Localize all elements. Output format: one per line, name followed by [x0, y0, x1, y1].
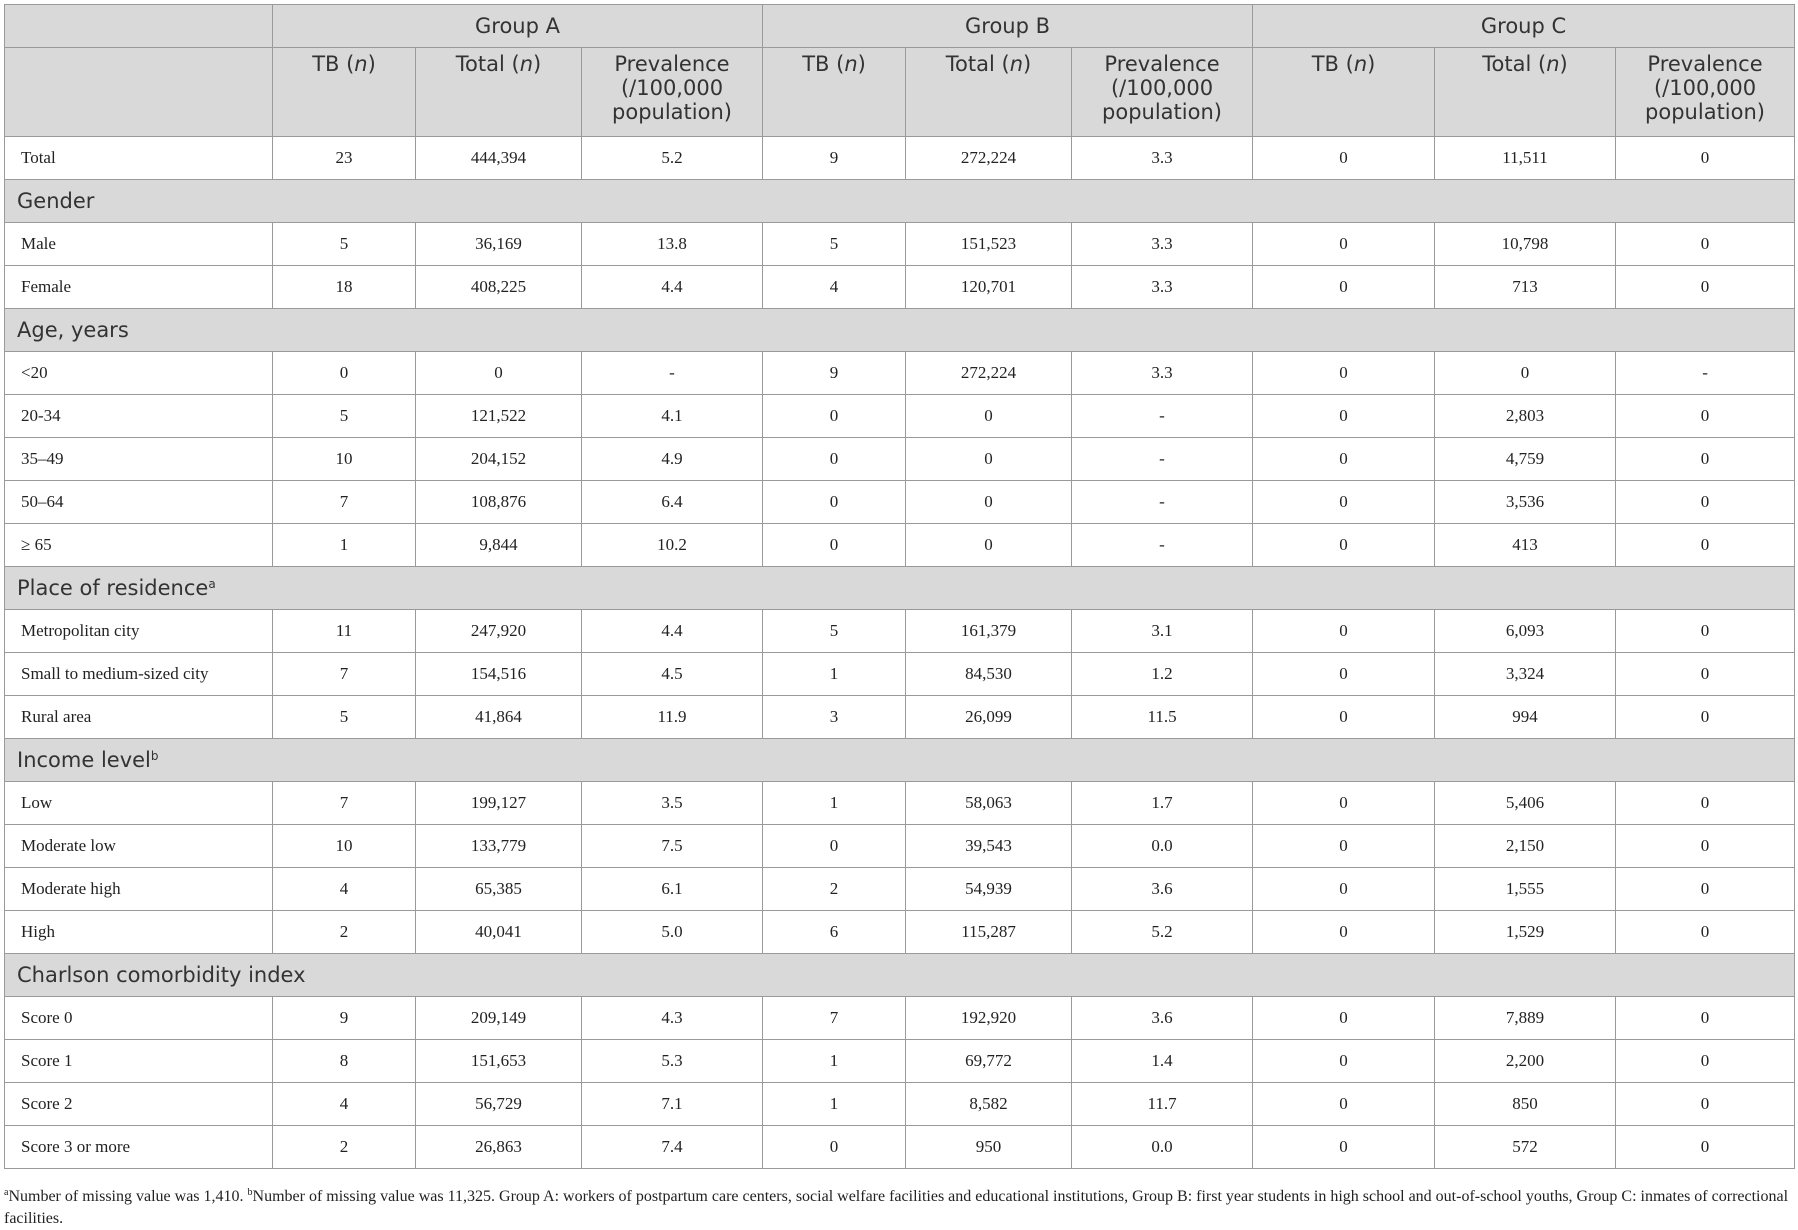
header-text: TB (: [1311, 52, 1354, 76]
table-cell: 5.3: [582, 1040, 763, 1083]
header-corner-lower: [5, 48, 273, 137]
table-cell: 0: [906, 524, 1072, 567]
table-cell: 0.0: [1072, 1126, 1253, 1169]
header-close: ): [857, 52, 866, 76]
table-cell: 1: [273, 524, 416, 567]
header-n: n: [1353, 52, 1368, 76]
table-cell: 4,759: [1435, 438, 1616, 481]
table-row: [5, 868, 1795, 911]
table-cell: 0: [1253, 997, 1435, 1040]
tb-prevalence-table: [4, 4, 1795, 1169]
table-cell: 10: [273, 438, 416, 481]
table-cell: 5: [763, 610, 906, 653]
table-row: [5, 911, 1795, 954]
table-cell: 0: [1253, 1040, 1435, 1083]
table-cell: 0: [1616, 825, 1795, 868]
table-cell: 2,200: [1435, 1040, 1616, 1083]
table-cell: 0: [1253, 481, 1435, 524]
header-line: (/100,000: [1110, 76, 1214, 100]
table-cell: 58,063: [906, 782, 1072, 825]
group-header-row: [5, 5, 1795, 48]
table-cell: 5: [273, 395, 416, 438]
table-cell: 133,779: [416, 825, 582, 868]
table-cell: 0: [763, 395, 906, 438]
group-a-total-header: [416, 48, 582, 137]
section-header-cell: [5, 954, 1795, 997]
header-line: Prevalence: [614, 52, 730, 76]
row-label: Male: [5, 223, 273, 266]
table-cell: 0: [1253, 911, 1435, 954]
row-label: Low: [5, 782, 273, 825]
table-cell: 0: [763, 825, 906, 868]
table-cell: 7: [273, 481, 416, 524]
header-line: population): [612, 100, 732, 124]
section-header-row: [5, 309, 1795, 352]
group-a-tb-header: [273, 48, 416, 137]
table-cell: 3.3: [1072, 137, 1253, 180]
footnote-text-a: Number of missing value was 1,410.: [8, 1188, 248, 1205]
table-cell: 8: [273, 1040, 416, 1083]
group-b-header: Group B: [763, 5, 1253, 48]
table-cell: 0: [1253, 653, 1435, 696]
table-row: [5, 825, 1795, 868]
group-b-prevalence-header: [1072, 48, 1253, 137]
row-label: ≥ 65: [5, 524, 273, 567]
table-cell: 3.3: [1072, 352, 1253, 395]
table-row: [5, 223, 1795, 266]
header-n: n: [1009, 52, 1024, 76]
table-footnote: [4, 1182, 1794, 1230]
table-cell: 408,225: [416, 266, 582, 309]
table-cell: 1: [763, 1040, 906, 1083]
table-cell: 5: [273, 223, 416, 266]
header-line: Prevalence: [1647, 52, 1763, 76]
header-text: Total (: [455, 52, 520, 76]
table-cell: 1.4: [1072, 1040, 1253, 1083]
row-label: Score 0: [5, 997, 273, 1040]
table-cell: 13.8: [582, 223, 763, 266]
section-header-cell: [5, 180, 1795, 223]
header-n: n: [354, 52, 368, 76]
table-cell: 0: [1616, 223, 1795, 266]
table-cell: 0: [1616, 653, 1795, 696]
table-cell: 209,149: [416, 997, 582, 1040]
table-cell: 2: [273, 1126, 416, 1169]
table-cell: 4.4: [582, 266, 763, 309]
row-label: Rural area: [5, 696, 273, 739]
table-cell: 2,803: [1435, 395, 1616, 438]
table-cell: 65,385: [416, 868, 582, 911]
row-label: Total: [5, 137, 273, 180]
table-cell: 7: [763, 997, 906, 1040]
table-cell: 39,543: [906, 825, 1072, 868]
table-cell: 3.6: [1072, 997, 1253, 1040]
table-cell: 204,152: [416, 438, 582, 481]
header-line: (/100,000: [1653, 76, 1757, 100]
section-label: Age, years: [17, 318, 129, 342]
table-cell: 0: [763, 438, 906, 481]
header-line: Prevalence: [1104, 52, 1220, 76]
table-row: [5, 352, 1795, 395]
table-cell: 0: [1253, 524, 1435, 567]
table-cell: 3.6: [1072, 868, 1253, 911]
table-cell: 6,093: [1435, 610, 1616, 653]
table-cell: 0: [1616, 137, 1795, 180]
table-cell: 1: [763, 653, 906, 696]
table-cell: 5: [763, 223, 906, 266]
table-cell: 272,224: [906, 137, 1072, 180]
table-cell: 0: [1253, 137, 1435, 180]
group-a-header: Group A: [273, 5, 763, 48]
table-cell: 3,536: [1435, 481, 1616, 524]
table-cell: 5.2: [1072, 911, 1253, 954]
table-cell: 0: [1616, 610, 1795, 653]
header-line: population): [1645, 100, 1765, 124]
header-text: Total (: [1482, 52, 1547, 76]
table-cell: 9: [763, 352, 906, 395]
table-cell: -: [1072, 438, 1253, 481]
section-header-row: [5, 180, 1795, 223]
table-cell: 7: [273, 782, 416, 825]
footnote-ref: a: [208, 577, 216, 591]
header-close: ): [533, 52, 542, 76]
table-cell: 0: [1616, 911, 1795, 954]
header-close: ): [1559, 52, 1568, 76]
table-cell: 4: [763, 266, 906, 309]
table-cell: 6.1: [582, 868, 763, 911]
table-cell: -: [582, 352, 763, 395]
table-body: [5, 137, 1795, 1169]
footnote-ref: b: [150, 749, 159, 763]
table-cell: 192,920: [906, 997, 1072, 1040]
table-row: [5, 1040, 1795, 1083]
table-row: [5, 481, 1795, 524]
table-cell: 154,516: [416, 653, 582, 696]
table-row: [5, 395, 1795, 438]
table-cell: 6: [763, 911, 906, 954]
table-cell: 151,523: [906, 223, 1072, 266]
table-cell: 5.2: [582, 137, 763, 180]
table-cell: 0.0: [1072, 825, 1253, 868]
header-text: TB (: [312, 52, 355, 76]
table-cell: 0: [1253, 266, 1435, 309]
section-header-row: [5, 954, 1795, 997]
table-cell: 18: [273, 266, 416, 309]
table-cell: 56,729: [416, 1083, 582, 1126]
table-cell: 0: [1616, 782, 1795, 825]
table-cell: -: [1616, 352, 1795, 395]
header-text: TB (: [802, 52, 845, 76]
group-c-prevalence-header: [1616, 48, 1795, 137]
footnote-text-b: Number of missing value was 11,325. Group A: workers of postpartum care centers, social welfare facilities and educational institutions, Group B: first year students in high school and out-of-school youths, Group C: inmates of correctional facilities.: [4, 1188, 1789, 1227]
section-header-row: [5, 739, 1795, 782]
row-label: 50–64: [5, 481, 273, 524]
table-cell: 11.5: [1072, 696, 1253, 739]
table-cell: 0: [1253, 825, 1435, 868]
group-b-total-header: [906, 48, 1072, 137]
table-cell: 10,798: [1435, 223, 1616, 266]
row-label: Moderate low: [5, 825, 273, 868]
table-cell: 5: [273, 696, 416, 739]
table-cell: 272,224: [906, 352, 1072, 395]
table-cell: 444,394: [416, 137, 582, 180]
table-row: [5, 610, 1795, 653]
table-cell: 0: [1253, 696, 1435, 739]
table-cell: 1: [763, 1083, 906, 1126]
table-cell: 3.3: [1072, 266, 1253, 309]
table-cell: 199,127: [416, 782, 582, 825]
table-cell: 0: [1616, 524, 1795, 567]
table-cell: 10: [273, 825, 416, 868]
table-cell: 11.9: [582, 696, 763, 739]
table-row: [5, 438, 1795, 481]
header-text: Total (: [945, 52, 1010, 76]
row-label: Moderate high: [5, 868, 273, 911]
header-n: n: [1546, 52, 1560, 76]
group-b-tb-header: [763, 48, 906, 137]
table-row: [5, 653, 1795, 696]
table-cell: 0: [1253, 352, 1435, 395]
table-cell: 0: [906, 438, 1072, 481]
table-cell: 0: [906, 395, 1072, 438]
table-cell: 0: [1435, 352, 1616, 395]
table-cell: 26,099: [906, 696, 1072, 739]
table-cell: 4.5: [582, 653, 763, 696]
table-cell: 1.7: [1072, 782, 1253, 825]
table-cell: 0: [1253, 1126, 1435, 1169]
table-cell: 2: [273, 911, 416, 954]
header-close: ): [367, 52, 376, 76]
footnote-marker-a: a: [4, 1187, 9, 1198]
table-cell: 0: [1616, 868, 1795, 911]
group-a-prevalence-header: [582, 48, 763, 137]
table-cell: 0: [1253, 223, 1435, 266]
table-row: [5, 696, 1795, 739]
table-cell: 0: [1616, 438, 1795, 481]
table-cell: 54,939: [906, 868, 1072, 911]
table-cell: 108,876: [416, 481, 582, 524]
table-cell: 41,864: [416, 696, 582, 739]
table-cell: 1,555: [1435, 868, 1616, 911]
table-cell: 4: [273, 868, 416, 911]
table-cell: 572: [1435, 1126, 1616, 1169]
table-cell: 0: [416, 352, 582, 395]
row-label: Score 1: [5, 1040, 273, 1083]
table-cell: 3.3: [1072, 223, 1253, 266]
tb-prevalence-table-container: [4, 4, 1794, 1169]
table-cell: 0: [906, 481, 1072, 524]
table-cell: 36,169: [416, 223, 582, 266]
table-cell: 6.4: [582, 481, 763, 524]
column-header-row: [5, 48, 1795, 137]
table-cell: 7,889: [1435, 997, 1616, 1040]
row-label: <20: [5, 352, 273, 395]
table-cell: 0: [1616, 1083, 1795, 1126]
group-c-total-header: [1435, 48, 1616, 137]
table-cell: 9,844: [416, 524, 582, 567]
table-cell: 0: [273, 352, 416, 395]
table-cell: 1.2: [1072, 653, 1253, 696]
table-cell: 3.1: [1072, 610, 1253, 653]
header-line: population): [1102, 100, 1222, 124]
table-cell: 7.1: [582, 1083, 763, 1126]
table-cell: 0: [763, 524, 906, 567]
table-cell: 3: [763, 696, 906, 739]
table-cell: 11: [273, 610, 416, 653]
section-label: Charlson comorbidity index: [17, 963, 306, 987]
table-cell: 713: [1435, 266, 1616, 309]
table-cell: 1: [763, 782, 906, 825]
table-cell: 11.7: [1072, 1083, 1253, 1126]
section-label: Income level: [17, 748, 151, 772]
table-cell: 0: [1616, 395, 1795, 438]
table-cell: 0: [763, 481, 906, 524]
group-c-header: Group C: [1253, 5, 1795, 48]
table-cell: 0: [1616, 1126, 1795, 1169]
table-cell: 5,406: [1435, 782, 1616, 825]
row-label: 35–49: [5, 438, 273, 481]
table-cell: 11,511: [1435, 137, 1616, 180]
row-label: Female: [5, 266, 273, 309]
table-cell: 0: [1616, 696, 1795, 739]
table-cell: 4.3: [582, 997, 763, 1040]
table-cell: 151,653: [416, 1040, 582, 1083]
table-cell: 4: [273, 1083, 416, 1126]
table-cell: -: [1072, 395, 1253, 438]
table-cell: 0: [1253, 1083, 1435, 1126]
table-cell: 161,379: [906, 610, 1072, 653]
table-cell: 413: [1435, 524, 1616, 567]
row-label: Score 3 or more: [5, 1126, 273, 1169]
table-cell: 120,701: [906, 266, 1072, 309]
header-n: n: [519, 52, 534, 76]
footnote-marker-b: b: [247, 1187, 253, 1198]
table-cell: 0: [1253, 395, 1435, 438]
section-header-cell: [5, 309, 1795, 352]
table-cell: 0: [763, 1126, 906, 1169]
table-row: [5, 266, 1795, 309]
table-cell: 9: [273, 997, 416, 1040]
table-header: [5, 5, 1795, 137]
table-cell: 9: [763, 137, 906, 180]
table-cell: 7.5: [582, 825, 763, 868]
section-header-row: [5, 567, 1795, 610]
table-cell: 69,772: [906, 1040, 1072, 1083]
group-c-tb-header: [1253, 48, 1435, 137]
table-cell: 4.9: [582, 438, 763, 481]
table-cell: 7.4: [582, 1126, 763, 1169]
header-line: (/100,000: [620, 76, 724, 100]
table-cell: 850: [1435, 1083, 1616, 1126]
row-label: Metropolitan city: [5, 610, 273, 653]
section-header-cell: [5, 739, 1795, 782]
table-cell: 4.1: [582, 395, 763, 438]
table-cell: 0: [1616, 266, 1795, 309]
table-cell: -: [1072, 481, 1253, 524]
table-row: [5, 524, 1795, 567]
table-cell: 3.5: [582, 782, 763, 825]
header-close: ): [1367, 52, 1376, 76]
table-cell: 4.4: [582, 610, 763, 653]
table-cell: 26,863: [416, 1126, 582, 1169]
table-cell: 950: [906, 1126, 1072, 1169]
table-cell: 84,530: [906, 653, 1072, 696]
table-row: [5, 137, 1795, 180]
header-corner: [5, 5, 273, 48]
table-cell: 10.2: [582, 524, 763, 567]
table-cell: 0: [1616, 997, 1795, 1040]
table-cell: -: [1072, 524, 1253, 567]
table-cell: 5.0: [582, 911, 763, 954]
section-label: Gender: [17, 189, 95, 213]
table-cell: 3,324: [1435, 653, 1616, 696]
table-cell: 40,041: [416, 911, 582, 954]
table-row: [5, 782, 1795, 825]
section-label: Place of residence: [17, 576, 209, 600]
table-cell: 23: [273, 137, 416, 180]
table-cell: 0: [1253, 438, 1435, 481]
row-label: High: [5, 911, 273, 954]
table-cell: 247,920: [416, 610, 582, 653]
table-cell: 994: [1435, 696, 1616, 739]
table-cell: 0: [1616, 481, 1795, 524]
table-row: [5, 1126, 1795, 1169]
table-cell: 0: [1253, 610, 1435, 653]
row-label: 20-34: [5, 395, 273, 438]
table-cell: 115,287: [906, 911, 1072, 954]
table-cell: 0: [1253, 868, 1435, 911]
table-cell: 2,150: [1435, 825, 1616, 868]
row-label: Score 2: [5, 1083, 273, 1126]
table-cell: 1,529: [1435, 911, 1616, 954]
table-row: [5, 1083, 1795, 1126]
section-header-cell: [5, 567, 1795, 610]
header-n: n: [844, 52, 858, 76]
table-cell: 121,522: [416, 395, 582, 438]
header-close: ): [1023, 52, 1032, 76]
table-cell: 0: [1253, 782, 1435, 825]
row-label: Small to medium-sized city: [5, 653, 273, 696]
table-cell: 8,582: [906, 1083, 1072, 1126]
table-cell: 7: [273, 653, 416, 696]
table-cell: 0: [1616, 1040, 1795, 1083]
table-row: [5, 997, 1795, 1040]
table-cell: 2: [763, 868, 906, 911]
